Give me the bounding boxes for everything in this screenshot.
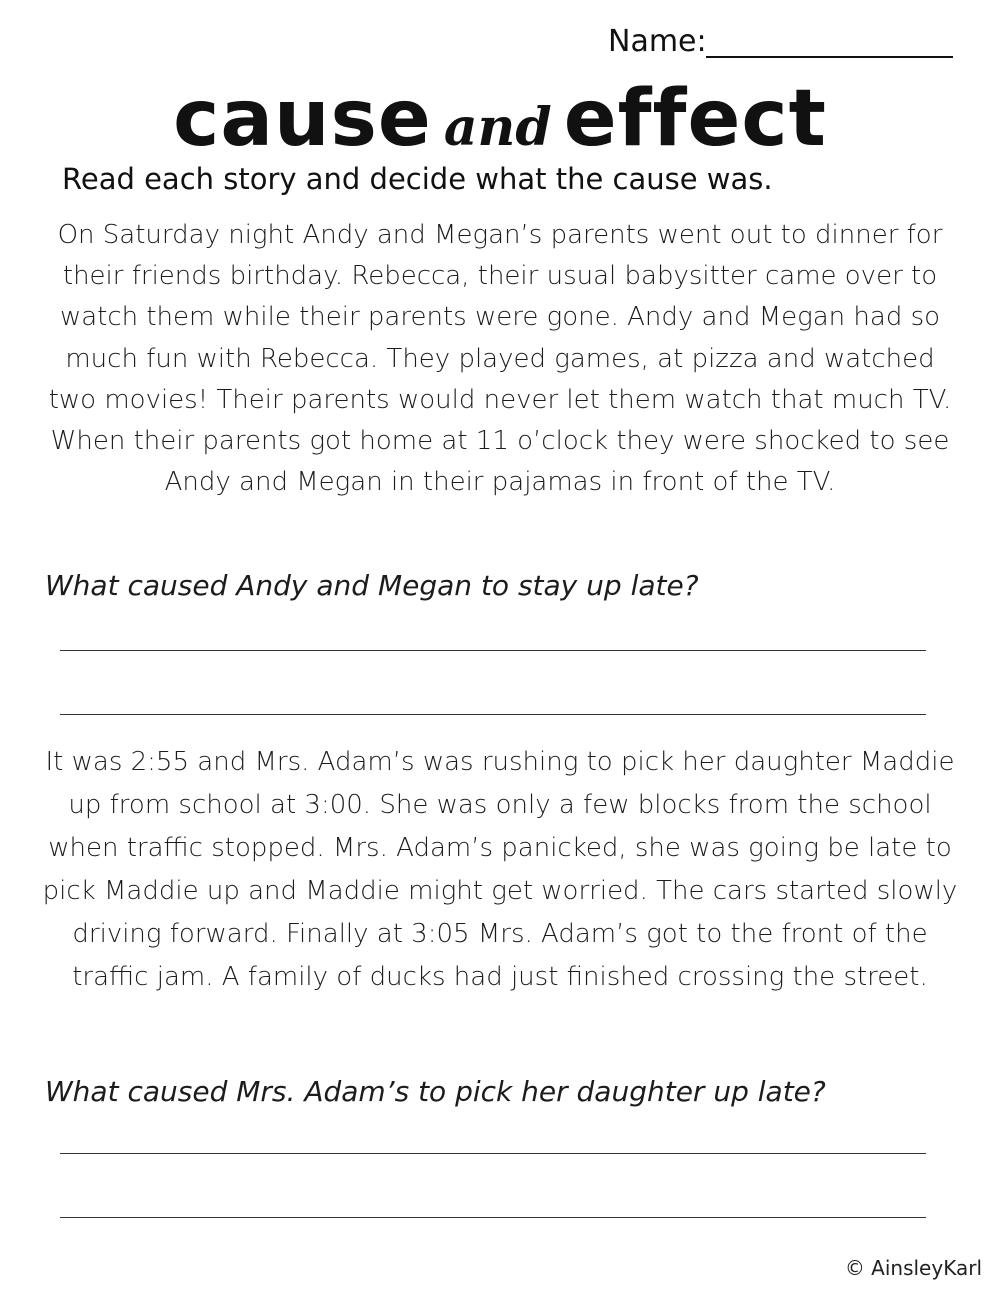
instructions: Read each story and decide what the cause was. — [62, 162, 773, 196]
question-1: What caused Andy and Megan to stay up late? — [45, 569, 699, 602]
name-field[interactable] — [608, 20, 953, 64]
story-2-text: It was 2:55 and Mrs. Adam’s was rushing to pick her daughter Maddie up from school at 3:00. She was only a few blocks from the school when traffic stopped. Mrs. Adam’s panicked, she was going be late to pick Maddie up and Maddie might get worried. The cars started slowly driving forward. Finally at 3:05 Mrs. Adam’s got to the front of the traffic jam. A family of ducks had just finished crossing the street. — [42, 747, 958, 992]
copyright-notice: © AinsleyKarl — [844, 1256, 982, 1280]
answer-2-line-1[interactable] — [60, 1153, 926, 1154]
title-and: and — [443, 97, 552, 158]
name-blank-line[interactable] — [706, 56, 953, 58]
title-cause: cause — [173, 74, 432, 164]
name-label: Name: — [608, 24, 707, 59]
story-1-text: On Saturday night Andy and Megan’s parents went out to dinner for their friends birthday. Rebecca, their usual babysitter came over to watch them while their parents were gone. Andy and Megan had so much fun with Rebecca. They played games, at pizza and watched two movies! Their parents would never let them watch that much TV. When their parents got home at 11 o’clock they were shocked to see Andy and Megan in their pajamas in front of the TV. — [48, 220, 952, 498]
answer-1-line-2[interactable] — [60, 714, 926, 715]
question-2: What caused Mrs. Adam’s to pick her daughter up late? — [45, 1075, 826, 1108]
title-effect: effect — [563, 74, 827, 164]
answer-2-line-2[interactable] — [60, 1217, 926, 1218]
answer-1-line-1[interactable] — [60, 650, 926, 651]
